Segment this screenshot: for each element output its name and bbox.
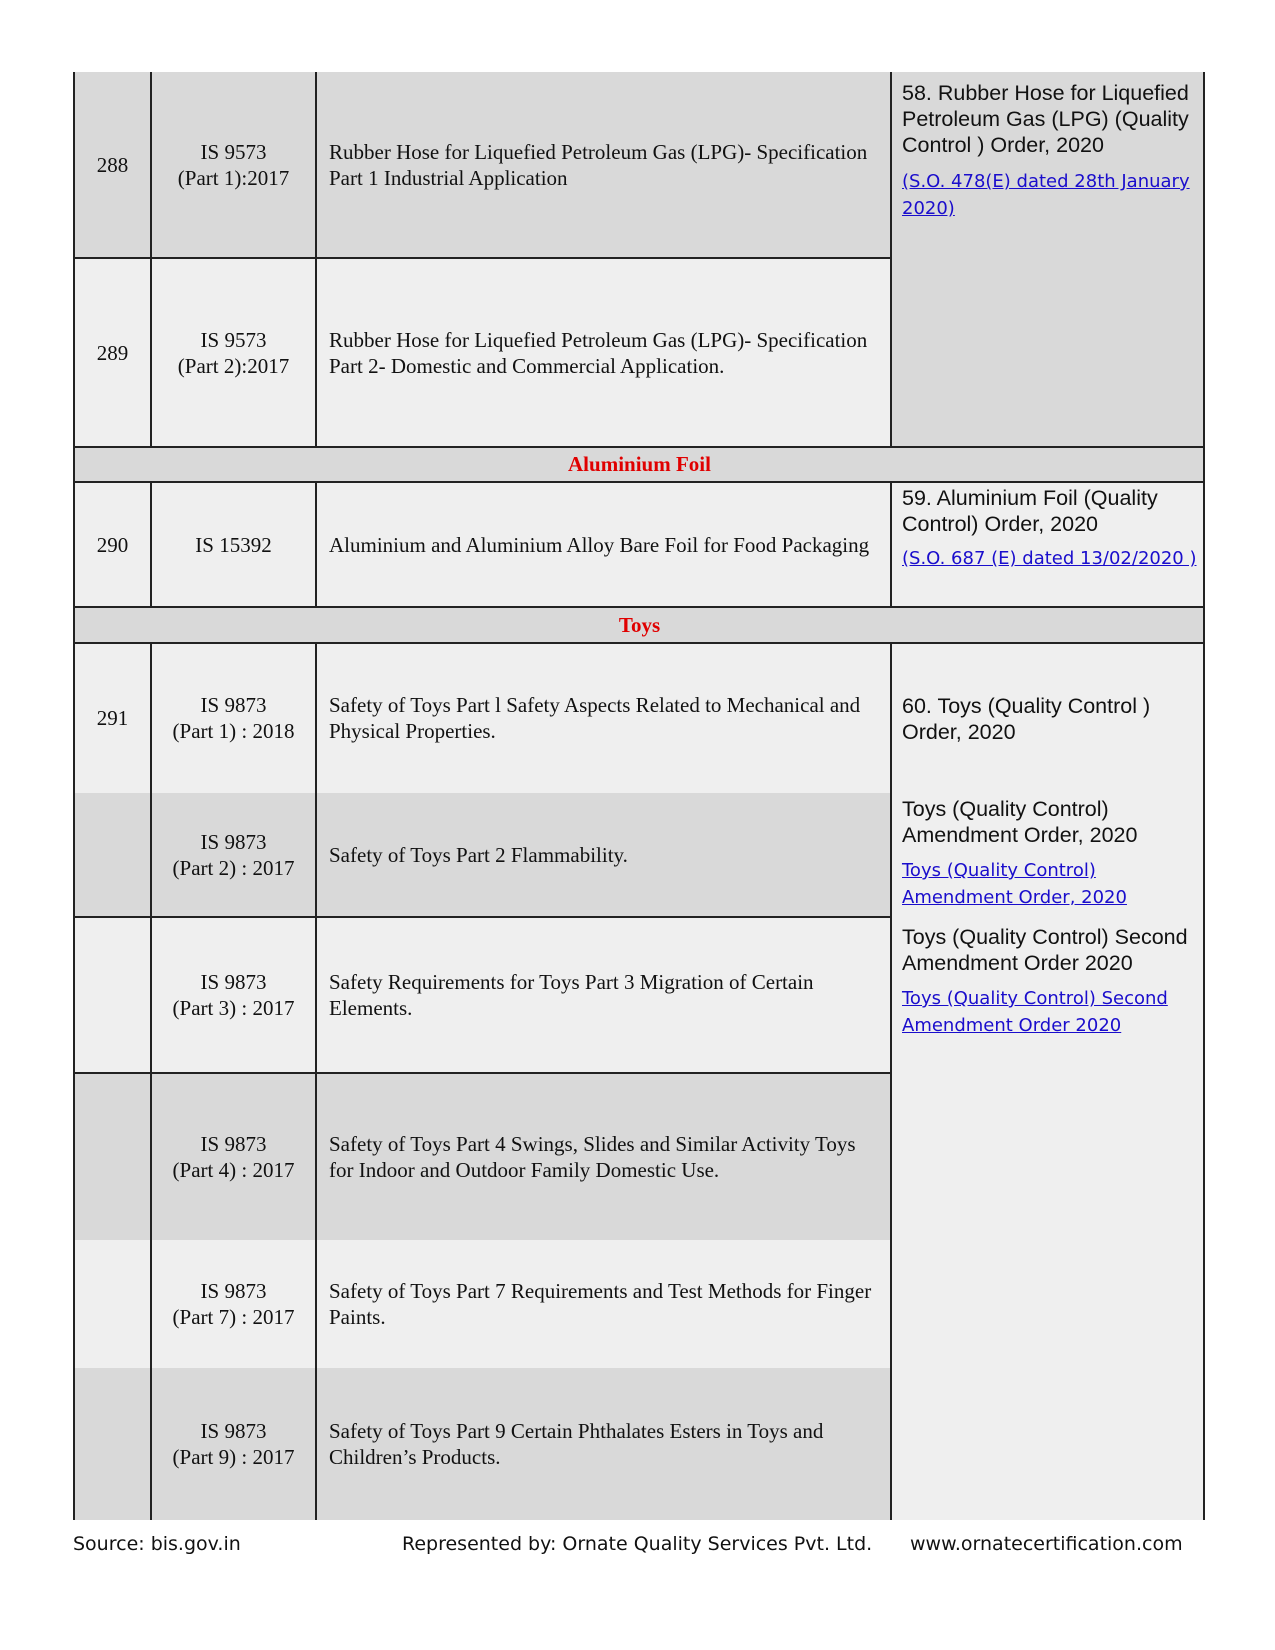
order-58: [902, 80, 1202, 222]
row-part9-standard: [152, 1368, 315, 1520]
row-part4-sno: [75, 1073, 150, 1240]
row-291-title: Safety of Toys Part l Safety Aspects Related to Mechanical and Physical Properties.: [329, 693, 861, 743]
row-part3-standard: [152, 917, 315, 1073]
standard-number: IS 9873: [200, 970, 267, 994]
footer-source: Source: bis.gov.in: [73, 1533, 241, 1555]
section-heading-aluminium-foil: Aluminium Foil: [568, 452, 711, 476]
standard-number: IS 9873: [200, 1279, 267, 1303]
row-290-standard: [152, 482, 315, 607]
standard-number: IS 9573: [200, 140, 267, 164]
footer-represented-by: Represented by: Ornate Quality Services Pvt. Ltd.: [402, 1533, 873, 1555]
order-58-title: 58. Rubber Hose for Liquefied Petroleum Gas (LPG) (Quality Control ) Order, 2020: [902, 81, 1189, 157]
order-59: [902, 485, 1202, 572]
row-part2-standard: [152, 793, 315, 917]
table-border-right: [1203, 72, 1205, 1520]
order-toys-second-amendment: [902, 924, 1202, 1039]
standard-part: (Part 7) : 2017: [172, 1305, 295, 1329]
row-289-title: Rubber Hose for Liquefied Petroleum Gas (LPG)- Specification Part 2- Domestic and Commercial Application.: [329, 327, 868, 378]
standard-number: IS 15392: [195, 532, 272, 557]
standard-number: IS 9873: [200, 1419, 267, 1443]
row-part7-sno: [75, 1240, 150, 1368]
order-toys-second-amendment-title: Toys (Quality Control) Second Amendment Order 2020: [902, 925, 1188, 975]
row-291-sno: 291: [96, 706, 129, 730]
order-toys-amendment: [902, 796, 1202, 911]
row-part7-title: Safety of Toys Part 7 Requirements and Test Methods for Finger Paints.: [329, 1279, 872, 1329]
row-part3-title: Safety Requirements for Toys Part 3 Migration of Certain Elements.: [329, 970, 814, 1020]
order-59-link[interactable]: (S.O. 687 (E) dated 13/02/2020 ): [902, 548, 1197, 569]
order-60-title: 60. Toys (Quality Control ) Order, 2020: [902, 694, 1151, 744]
footer-website[interactable]: www.ornatecertification.com: [910, 1533, 1183, 1555]
order-toys-amendment-link[interactable]: Toys (Quality Control) Amendment Order, 2020: [902, 860, 1127, 908]
row-part7-standard: [152, 1240, 315, 1368]
row-289-sno: 289: [96, 340, 129, 365]
row-290-title: Aluminium and Aluminium Alloy Bare Foil for Food Packaging: [329, 532, 870, 557]
row-part3-sno: [75, 917, 150, 1073]
standard-part: (Part 2) : 2017: [172, 856, 295, 880]
standard-number: IS 9873: [200, 1131, 267, 1156]
order-toys-second-amendment-link[interactable]: Toys (Quality Control) Second Amendment Order 2020: [902, 988, 1168, 1036]
row-part2-title: Safety of Toys Part 2 Flammability.: [329, 843, 628, 867]
order-59-title: 59. Aluminium Foil (Quality Control) Order, 2020: [902, 486, 1158, 536]
row-part2-sno: [75, 793, 150, 917]
row-part9-sno: [75, 1368, 150, 1520]
col-divider-3c: [890, 643, 892, 1520]
row-288-title: Rubber Hose for Liquefied Petroleum Gas (LPG)- Specification Part 1 Industrial Application: [329, 140, 868, 190]
row-288-standard: [152, 72, 315, 258]
section-heading-toys: Toys: [618, 612, 661, 637]
col-divider-3b: [890, 482, 892, 607]
standard-part: (Part 4) : 2017: [172, 1157, 295, 1182]
standard-number: IS 9873: [200, 830, 267, 854]
standard-number: IS 9573: [200, 327, 267, 352]
standard-part: (Part 9) : 2017: [172, 1445, 295, 1469]
standard-part: (Part 3) : 2017: [172, 996, 295, 1020]
row-290-sno: 290: [96, 532, 129, 557]
standard-part: (Part 1):2017: [177, 166, 290, 190]
row-part4-standard: [152, 1073, 315, 1240]
order-60-bg: [892, 643, 1205, 1520]
col-divider-3: [890, 72, 892, 447]
row-288-sno: 288: [96, 153, 129, 177]
row-289-standard: [152, 258, 315, 447]
row-part9-title: Safety of Toys Part 9 Certain Phthalates Esters in Toys and Children’s Products.: [329, 1419, 824, 1469]
row-part4-title: Safety of Toys Part 4 Swings, Slides and Similar Activity Toys for Indoor and Outdoor Family Domestic Use.: [329, 1131, 856, 1182]
row-291-standard: [152, 643, 315, 793]
order-58-link[interactable]: (S.O. 478(E) dated 28th January 2020): [902, 171, 1190, 219]
standard-number: IS 9873: [200, 693, 267, 717]
standard-part: (Part 2):2017: [177, 353, 290, 378]
order-toys-amendment-title: Toys (Quality Control) Amendment Order, 2020: [902, 797, 1138, 847]
standard-part: (Part 1) : 2018: [172, 719, 295, 743]
